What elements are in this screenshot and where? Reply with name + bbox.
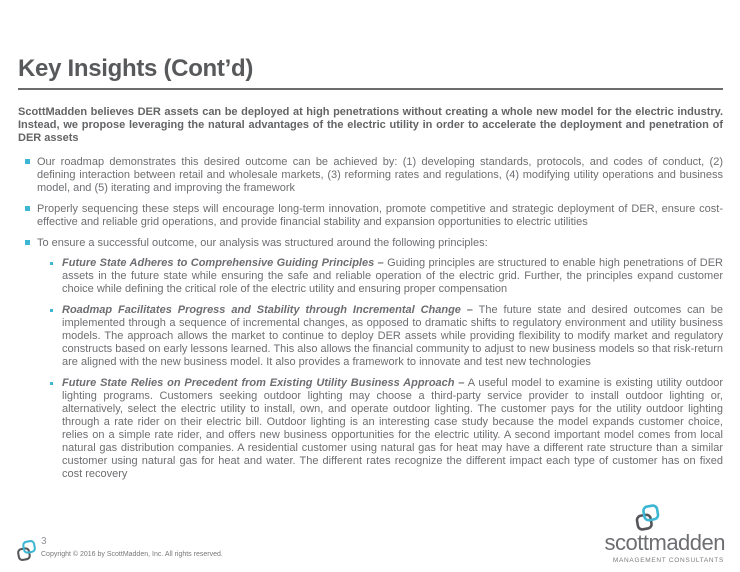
bullet-dot-icon: [50, 382, 53, 385]
copyright-text: Copyright © 2016 by ScottMadden, Inc. All rights reserved.: [41, 551, 223, 558]
sub-bullet-text: Guiding principles are structured to enable high penetrations of DER assets in the future state while ensuring the safe and reliable operation of the electric grid. Further, the principles expand customer choice while defining the critical role of the electric utility and ensuring proper compensation: [62, 257, 723, 295]
bullet-square-icon: [25, 206, 30, 211]
bullet-dot-icon: [50, 262, 53, 265]
bullet-dot-icon: [50, 309, 53, 312]
brand-wordmark: scottmadden: [604, 530, 725, 555]
sub-bullet-text: A useful model to examine is existing utility outdoor lighting programs. Customers seeking outdoor lighting may choose a third-party service provider to install outdoor lighting or, alternatively, select the electric utility to install, own, and operate outdoor lighting. The customer pays for the utility outdoor lighting through a rate rider on their electric bill. Outdoor lighting is an interesting case study because the model expands customer choice, relies on a simple rate rider, and offers new business opportunities for the electric utility. A second important model comes from local natural gas distribution companies. A residential customer using natural gas for heat may have a different rate structure than a similar customer using natural gas for heat and water. The different rates recognize the different impact each type of customer has on fixed cost recovery: [62, 377, 723, 480]
bullet-text: Our roadmap demonstrates this desired outcome can be achieved by: (1) developing standards, protocols, and codes of conduct, (2) defining interaction between retail and wholesale markets, (3) reforming rates and regulations, (4) modifying utility operations and business model, and (5) iterating and improving the framework: [37, 156, 723, 194]
sub-bullet-lead: Future State Adheres to Comprehensive Guiding Principles –: [62, 257, 384, 269]
sub-bullet-list: [37, 257, 723, 481]
slide-body: [18, 106, 723, 489]
bullet-square-icon: [25, 240, 30, 245]
page-title: Key Insights (Cont’d): [18, 55, 254, 82]
sub-bullet-text: The future state and desired outcomes can be implemented through a sequence of incremental changes, as opposed to dramatic shifts to regulatory environment and utility business models. The approach allows the market to continue to deploy DER assets while providing flexibility to modify market and regulatory constructs based on early lessons learned. This also allows the financial community to adjust to new business models so that risk-return are aligned with the new business model. It also provides a framework to innovate and test new technologies: [62, 304, 724, 368]
bullet-item: [18, 203, 723, 229]
page-number: 3: [41, 536, 47, 547]
bullet-item: [18, 237, 723, 481]
intro-paragraph: ScottMadden believes DER assets can be deployed at high penetrations without creating a whole new model for the electric industry. Instead, we propose leveraging the natural advantages of the electric utility in order to accelerate the deployment and penetration of DER assets: [18, 106, 723, 144]
brand-tagline: MANAGEMENT CONSULTANTS: [612, 557, 724, 564]
sub-bullet-item: [37, 377, 723, 481]
sub-bullet-item: [37, 257, 723, 296]
scottmadden-logo-mark-icon: [633, 503, 662, 532]
scottmadden-logo-mark-icon: [15, 539, 38, 562]
bullet-square-icon: [25, 159, 30, 164]
sub-bullet-lead: Roadmap Facilitates Progress and Stability through Incremental Change –: [62, 304, 473, 316]
sub-bullet-lead: Future State Relies on Precedent from Existing Utility Business Approach –: [62, 377, 465, 389]
sub-bullet-item: [37, 304, 723, 369]
bullet-text: To ensure a successful outcome, our analysis was structured around the following principles:: [37, 237, 488, 249]
title-divider: [18, 88, 723, 90]
bullet-text: Properly sequencing these steps will encourage long-term innovation, promote competitive and strategic deployment of DER, ensure cost-effective and reliable grid operations, and provide financial stability and expansion opportunities to electric utilities: [37, 203, 723, 228]
bullet-item: [18, 156, 723, 195]
